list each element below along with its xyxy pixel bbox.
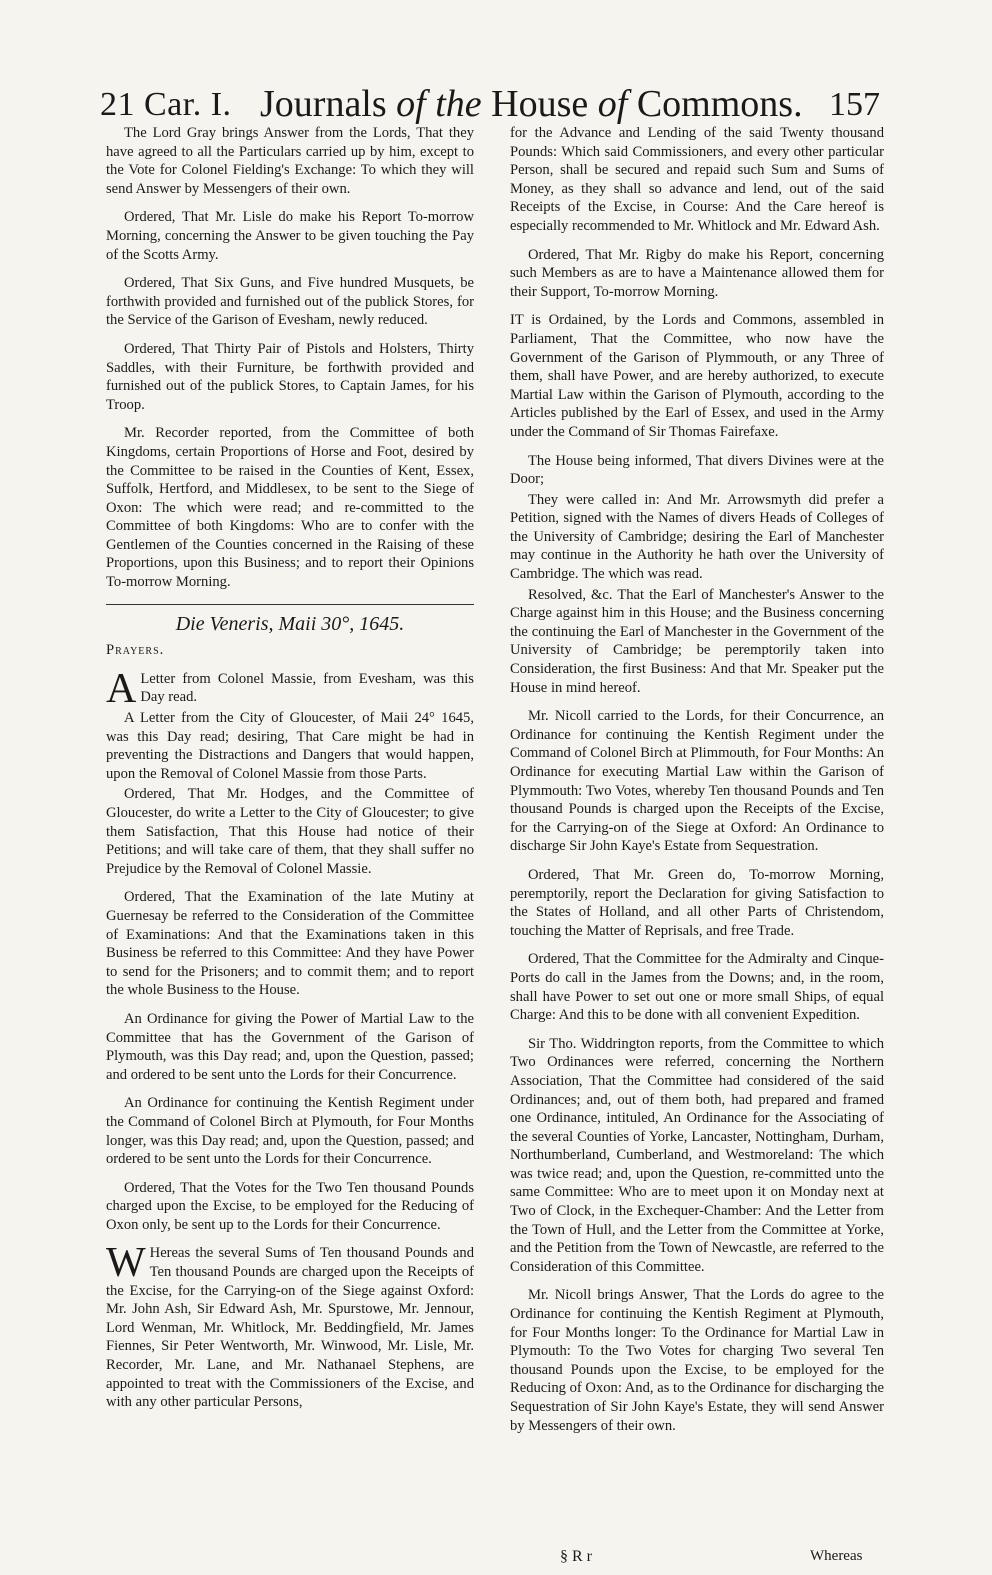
regnal-year: 21 Car. I. xyxy=(100,86,232,123)
paragraph: Mr. Recorder reported, from the Committee of both Kingdoms, certain Proportions of Horse and Foot, desired by the Committee to be raised in the Counties of Kent, Essex, Suffolk, Hertford, and Middlesex, to be sent to the Siege of Oxon: The which were read; and re-committed to the Committee of both Kingdoms: Who are to confer with the Gentlemen of the Counties concerned in the Raising of these Proportions, upon this Business; and to report their Opinions To-morrow Morning. xyxy=(106,425,474,591)
date-heading: Die Veneris, Maii 30°, 1645. xyxy=(175,612,405,635)
drop-cap: A xyxy=(106,665,137,712)
page-number: 157 xyxy=(829,86,880,123)
paragraph: Ordered, That Six Guns, and Five hundred Musquets, be forthwith provided and furnished out of the publick Stores, for the Service of the Garison of Evesham, newly reduced. xyxy=(106,275,474,329)
paragraph: A Letter from the City of Gloucester, of Maii 24° 1645, was this Day read; desiring, That Care might be had in preventing the Distractions and Dangers that would happen, upon the Removal of Colonel Massie from those Parts. xyxy=(106,710,474,782)
title-of: of xyxy=(396,83,426,125)
catchword: Whereas xyxy=(810,1548,863,1564)
paragraph: Ordered, That the Examination of the late Mutiny at Guernesay be referred to the Consideration of the Committee of Examinations: And that the Examinations taken in this Business be referred to this Committee: And they have Power to send for the Prisoners; and to commit them; and to report the whole Business to the House. xyxy=(106,889,474,999)
page-header xyxy=(100,80,880,130)
paragraph: Ordered, That Mr. Lisle do make his Report To-morrow Morning, concerning the Answer to be given touching the Pay of the Scotts Army. xyxy=(106,209,474,263)
paragraph: The Lord Gray brings Answer from the Lords, That they have agreed to all the Particulars carried up by him, except to the Vote for Colonel Fielding's Exchange: To which they will send Answer by Messengers of their own. xyxy=(106,125,474,197)
paragraph: The House being informed, That divers Divines were at the Door; xyxy=(510,452,884,488)
title-journals: Journals xyxy=(260,83,387,125)
paragraph: Resolved, &c. That the Earl of Manchester's Answer to the Charge against him in this House; and the Business concerning the continuing the Earl of Manchester in the Government of the University of Cambridge; be peremptorily taken into Consideration, the first Business: And that Mr. Speaker put the House in mind hereof. xyxy=(510,586,884,696)
paragraph: Ordered, That the Committee for the Admiralty and Cinque-Ports do call in the James from the Downs; and, in the room, shall have Power to set out one or more small Ships, of equal Charge: And this to be done with all convenient Expedition. xyxy=(510,951,884,1024)
paragraph: Ordered, That Mr. Hodges, and the Committee of Gloucester, do write a Letter to the City of Gloucester; to give them Satisfaction, That this House had notice of their Petitions; and will take care of them, that they shall suffer no Prejudice by the Removal of Colonel Massie. xyxy=(106,786,474,877)
paragraph xyxy=(106,665,474,712)
title-house: House xyxy=(491,83,589,125)
section-divider xyxy=(106,604,474,605)
right-column xyxy=(510,124,884,1445)
paragraph: Mr. Nicoll brings Answer, That the Lords do agree to the Ordinance for continuing the Kentish Regiment at Plymouth, for Four Months longer: To the Ordinance for Martial Law in Plymouth: To the Two Votes for charging Two several Ten thousand Pounds upon the Excise, to be employed for the Reducing of Oxon: And, as to the Ordinance for discharging the Sequestration of Sir John Kaye's Estate, they will send Answer by Messengers of their own. xyxy=(510,1287,884,1434)
prayers-label: Prayers. xyxy=(106,642,165,659)
title-the: the xyxy=(435,83,482,125)
title-commons: Commons. xyxy=(636,83,803,125)
paragraph: Ordered, That Mr. Green do, To-morrow Morning, peremptorily, report the Declaration for giving Satisfaction to the States of Holland, and all other Parts of Christendom, touching the Matter of Reprisals, and free Trade. xyxy=(510,866,884,939)
signature-mark: § R r xyxy=(560,1548,592,1565)
paragraph-text: Hereas the several Sums of Ten thousand Pounds and Ten thousand Pounds are charged upon the Receipts of the Excise, for the Carrying-on of the Siege against Oxford: Mr. John Ash, Sir Edward Ash, Mr. Spurstowe, Mr. Jennour, Lord Wenman, Mr. Whitlock, Mr. Beddingfield, Mr. James Fiennes, Sir Peter Wentworth, Mr. Winwood, Mr. Lisle, Mr. Recorder, Mr. Lane, and Mr. Nathanael Stephens, are appointed to treat with the Commissioners of the Excise, and with any other particular Persons, xyxy=(106,1245,474,1411)
paragraph: Ordered, That Mr. Rigby do make his Report, concerning such Members as are to have a Maintenance allowed them for their Support, To-morrow Morning. xyxy=(510,246,884,300)
paragraph: for the Advance and Lending of the said Twenty thousand Pounds: Which said Commissioners, and every other particular Person, shall be secured and repaid such Sum and Sums of Money, as they shall so advance and lend, out of the said Receipts of the Excise, in Course: And the Care hereof is especially recommended to Mr. Whitlock and Mr. Edward Ash. xyxy=(510,125,884,234)
left-column xyxy=(106,124,474,1422)
paragraph: Mr. Nicoll carried to the Lords, for their Concurrence, an Ordinance for continuing the Kentish Regiment under the Command of Colonel Birch at Plimmouth, for Four Months: An Ordinance for executing Martial Law within the Garison of Plymmouth: Two Votes, whereby Ten thousand Pounds and Ten thousand Pounds is charged upon the Receipts of the Excise, for the Carrying-on of the Siege at Oxford: An Ordinance to discharge Sir John Kaye's Estate from Sequestration. xyxy=(510,708,884,855)
paragraph: Sir Tho. Widdrington reports, from the Committee to which Two Ordinances were referred, concerning the Northern Association, That the Committee had considered of the said Ordinances; and, out of them both, had prepared and framed one Ordinance, intituled, An Ordinance for the Associating of the several Counties of Yorke, Lancaster, Nottingham, Durham, Northumberland, Cumberland, and Westmoreland: The which was twice read; and, upon the Question, re-committed unto the same Committee: Who are to meet upon it on Monday next at Two of Clock, in the Exchequer-Chamber: And the Letter from the Town of Hull, and the Letter from the Committee at Yorke, and the Petition from the Town of Newcastle, are referred to the Consideration of this Committee. xyxy=(510,1035,884,1275)
paragraph: IT is Ordained, by the Lords and Commons, assembled in Parliament, That the Committee, who now have the Government of the Garison of Plymmouth, or any Three of them, shall have Power, and are hereby authorized, to execute Martial Law within the Garison of Plymouth, according to the Articles published by the Earl of Essex, and used in the Army under the Command of Sir Thomas Fairefaxe. xyxy=(510,312,884,440)
paragraph: An Ordinance for continuing the Kentish Regiment under the Command of Colonel Birch at Plymouth, for Four Months longer, was this Day read; and, upon the Question, passed; and ordered to be sent unto the Lords for their Concurrence. xyxy=(106,1095,474,1168)
paragraph-text: Letter from Colonel Massie, from Evesham, was this Day read. xyxy=(140,670,474,706)
paragraph: Ordered, That Thirty Pair of Pistols and Holsters, Thirty Saddles, with their Furniture, be forthwith provided and furnished out of the publick Stores, to Captain James, for his Troop. xyxy=(106,340,474,413)
drop-cap: W xyxy=(106,1240,146,1287)
paragraph: They were called in: And Mr. Arrowsmyth did prefer a Petition, signed with the Names of divers Heads of Colleges of the University of Cambridge; desiring the Earl of Manchester may continue in the Authority he hath over the University of Cambridge. The which was read. xyxy=(510,491,884,583)
paragraph: An Ordinance for giving the Power of Martial Law to the Committee that has the Government of the Garison of Plymouth, was this Day read; and, upon the Question, passed; and ordered to be sent unto the Lords for their Concurrence. xyxy=(106,1010,474,1083)
paragraph xyxy=(106,1240,474,1411)
paragraph: Ordered, That the Votes for the Two Ten thousand Pounds charged upon the Excise, to be employed for the Reducing of Oxon only, be sent up to the Lords for their Concurrence. xyxy=(106,1179,474,1233)
journal-title xyxy=(260,82,803,126)
title-of-2: of xyxy=(597,83,628,125)
